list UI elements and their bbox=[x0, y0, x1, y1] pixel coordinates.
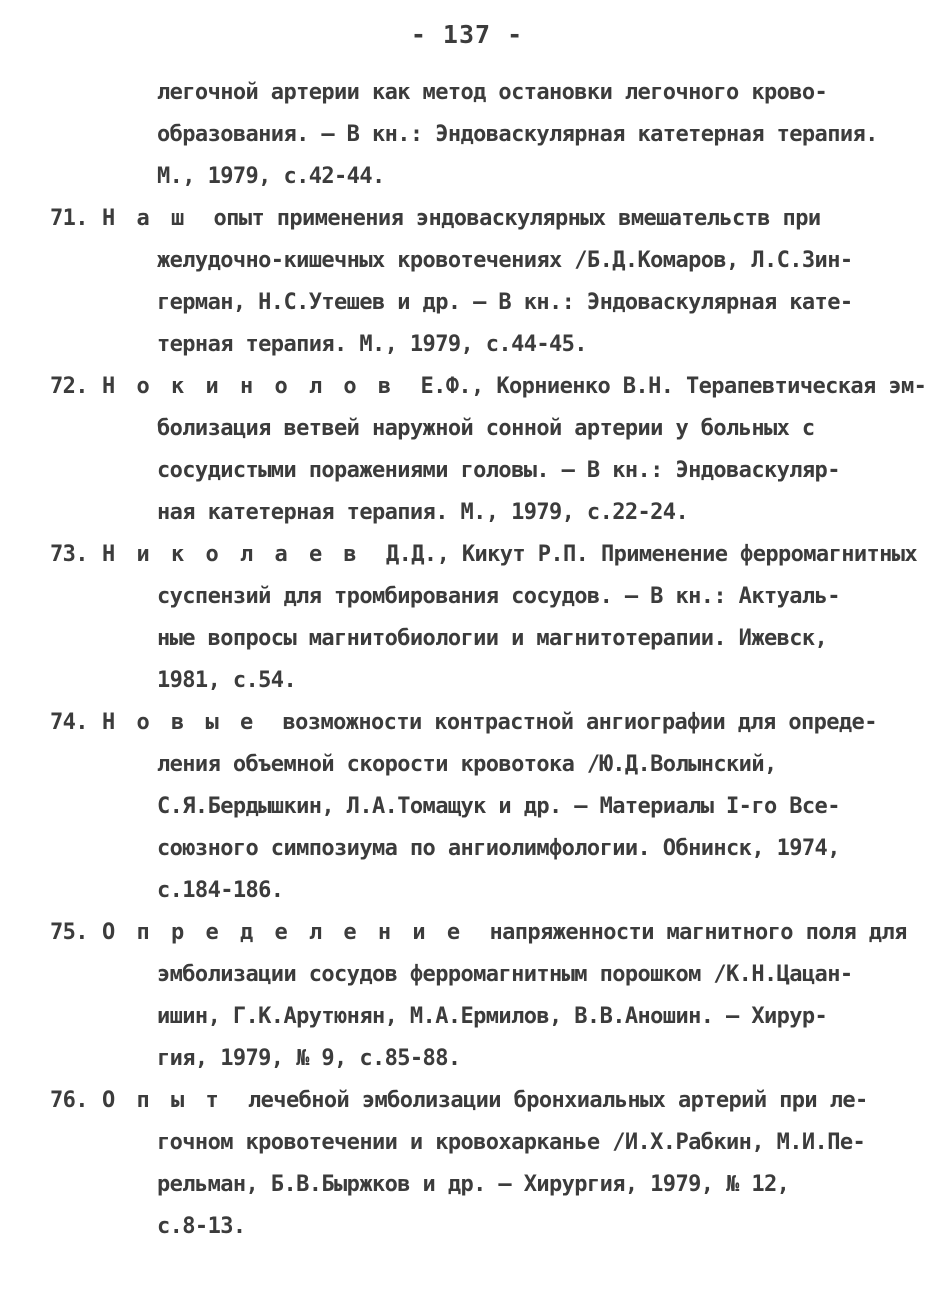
text-line: 1981, с.54. bbox=[157, 668, 297, 693]
entry-number: 71. bbox=[50, 206, 88, 231]
entry-text: напряженности магнитного поля для bbox=[489, 920, 907, 945]
text-line: ные вопросы магнитобиологии и магнитотерапии. Ижевск, bbox=[157, 626, 828, 651]
bibliography-entry-73 bbox=[50, 534, 918, 702]
text-line: С.Я.Бердышкин, Л.А.Томащук и др. – Материалы I-го Все- bbox=[157, 794, 840, 819]
text-line: гия, 1979, № 9, с.85-88. bbox=[157, 1046, 461, 1071]
entry-text: Е.Ф., Корниенко В.Н. Терапевтическая эм- bbox=[420, 374, 927, 399]
text-line: М., 1979, с.42-44. bbox=[157, 164, 385, 189]
entry-first-line bbox=[102, 912, 907, 954]
entry-first-line bbox=[102, 534, 918, 576]
bibliography-entry-71 bbox=[50, 198, 890, 366]
page-number: - 137 - bbox=[410, 20, 524, 49]
text-line: ная катетерная терапия. М., 1979, с.22-24. bbox=[157, 500, 689, 525]
entry-text: возможности контрастной ангиографии для опреде- bbox=[282, 710, 877, 735]
text-line: с.184-186. bbox=[157, 878, 284, 903]
text-line: союзного симпозиума по ангиолимфологии. Обнинск, 1974, bbox=[157, 836, 840, 861]
entry-number: 75. bbox=[50, 920, 88, 945]
entry-text: лечебной эмболизации бронхиальных артерий при ле- bbox=[248, 1088, 868, 1113]
bibliography-entry-76 bbox=[50, 1080, 890, 1248]
entry-head: О п р е д е л е н и е bbox=[102, 920, 465, 945]
text-line: образования. – В кн.: Эндоваскулярная катетерная терапия. bbox=[157, 122, 878, 147]
bibliography-entry-74 bbox=[50, 702, 890, 912]
text-line: желудочно-кишечных кровотечениях /Б.Д.Комаров, Л.С.Зин- bbox=[157, 248, 853, 273]
entry-number: 73. bbox=[50, 542, 88, 567]
entry-first-line bbox=[102, 366, 927, 408]
entry-head: Н о в ы е bbox=[102, 710, 258, 735]
entry-head: О п ы т bbox=[102, 1088, 223, 1113]
text-line: эмболизации сосудов ферромагнитным порошком /К.Н.Цацан- bbox=[157, 962, 853, 987]
text-line: терная терапия. М., 1979, с.44-45. bbox=[157, 332, 587, 357]
text-line: герман, Н.С.Утешев и др. – В кн.: Эндоваскулярная кате- bbox=[157, 290, 853, 315]
entry-head: Н о к и н о л о в bbox=[102, 374, 396, 399]
text-line: сосудистыми поражениями головы. – В кн.: Эндоваскуляр- bbox=[157, 458, 840, 483]
entry-head: Н а ш bbox=[102, 206, 189, 231]
bibliography-entry-75 bbox=[50, 912, 907, 1080]
text-line: легочной артерии как метод остановки легочного крово- bbox=[157, 80, 828, 105]
continuation-of-previous-entry bbox=[157, 72, 877, 198]
entry-text: опыт применения эндоваскулярных вмешательств при bbox=[213, 206, 821, 231]
entry-text: Д.Д., Кикут Р.П. Применение ферромагнитных bbox=[385, 542, 918, 567]
text-line: с.8-13. bbox=[157, 1214, 246, 1239]
entry-head: Н и к о л а е в bbox=[102, 542, 361, 567]
entry-number: 72. bbox=[50, 374, 88, 399]
entry-first-line bbox=[102, 702, 890, 744]
text-line: рельман, Б.В.Быржков и др. – Хирургия, 1979, № 12, bbox=[157, 1172, 790, 1197]
text-line: ишин, Г.К.Арутюнян, М.А.Ермилов, В.В.Аношин. – Хирур- bbox=[157, 1004, 828, 1029]
text-line: гочном кровотечении и кровохарканье /И.Х.Рабкин, М.И.Пе- bbox=[157, 1130, 866, 1155]
bibliography-list bbox=[50, 198, 927, 1248]
text-line: ления объемной скорости кровотока /Ю.Д.Волынский, bbox=[157, 752, 777, 777]
entry-number: 74. bbox=[50, 710, 88, 735]
text-line: болизация ветвей наружной сонной артерии у больных с bbox=[157, 416, 815, 441]
bibliography-entry-72 bbox=[50, 366, 927, 534]
entry-first-line bbox=[102, 198, 890, 240]
text-line: суспензий для тромбирования сосудов. – В кн.: Актуаль- bbox=[157, 584, 840, 609]
entry-number: 76. bbox=[50, 1088, 88, 1113]
entry-first-line bbox=[102, 1080, 890, 1122]
